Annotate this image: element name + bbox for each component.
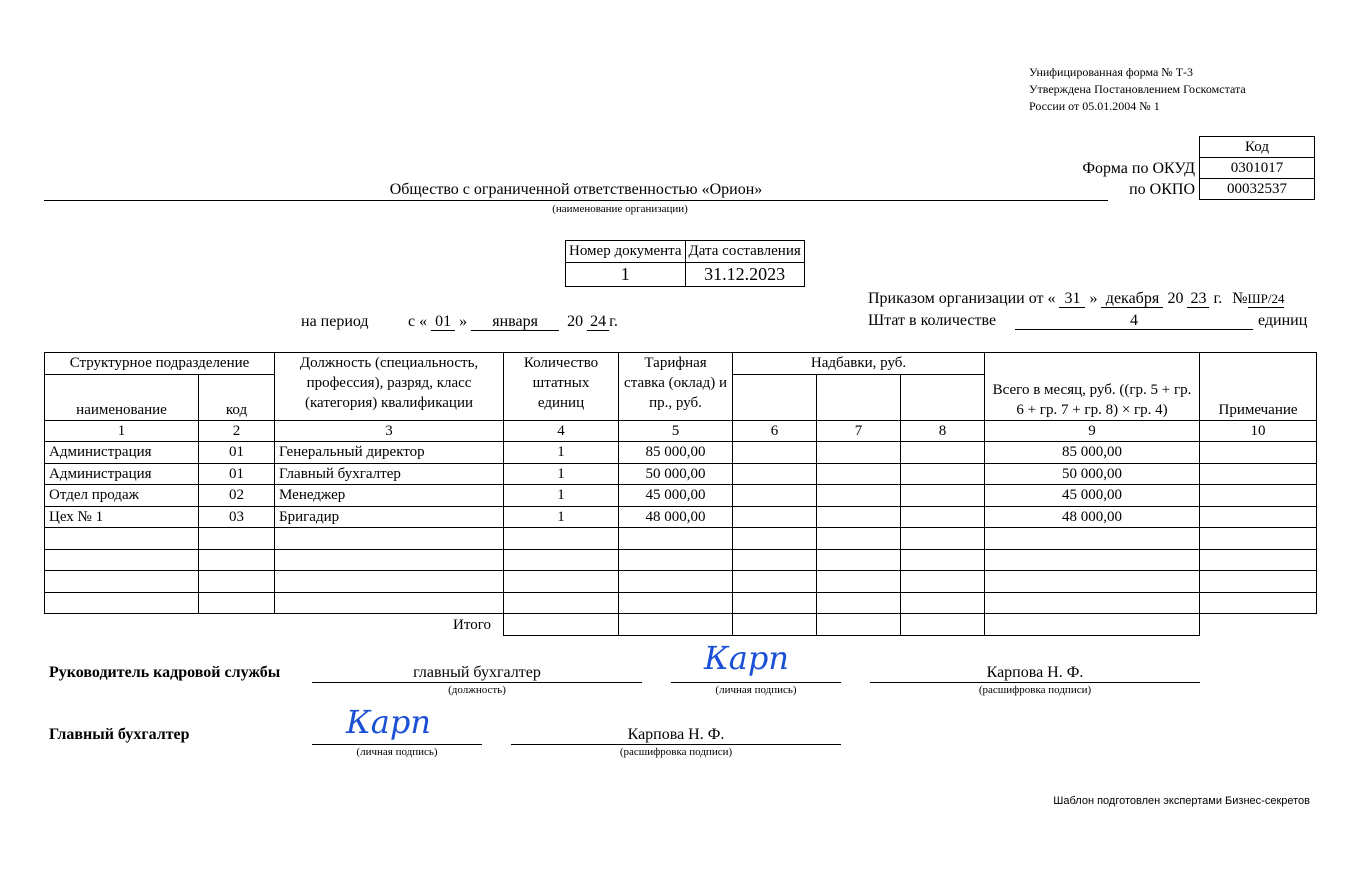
okud-code: 0301017 [1200, 158, 1315, 179]
header-dept-name: наименование [45, 374, 199, 420]
codes-header: Код [1200, 137, 1315, 158]
header-total: Всего в месяц, руб. ((гр. 5 + гр. 6 + гр. 7 + гр. 8) × гр. 4) [985, 353, 1200, 421]
dept-code-cell [199, 571, 275, 593]
staff-label: Штат в количестве [868, 312, 997, 329]
hr-signature-caption: (личная подпись) [715, 684, 797, 696]
chief-signature-caption: (личная подпись) [356, 746, 438, 758]
column-number: 3 [275, 420, 504, 442]
order-number: ШР/24 [1247, 291, 1285, 306]
column-number: 2 [199, 420, 275, 442]
allowance-cell [901, 549, 985, 571]
header-allowances: Надбавки, руб. [733, 353, 985, 375]
period-close-quote: » [459, 313, 468, 330]
order-year-suffix: г. [1213, 290, 1223, 307]
header-dept: Структурное подразделение [45, 353, 275, 375]
allowance-cell [733, 528, 817, 550]
okpo-label: по ОКПО [1129, 181, 1195, 198]
allowance-cell [901, 506, 985, 528]
column-numbers-row [45, 420, 1317, 442]
total-cell [985, 528, 1200, 550]
note-cell [1200, 592, 1317, 614]
doc-number: 1 [566, 263, 686, 287]
table-row [45, 592, 1317, 614]
position-cell: Бригадир [275, 506, 504, 528]
table-row [45, 485, 1317, 507]
total-cell [619, 614, 733, 636]
allowance-cell [733, 571, 817, 593]
chief-name-caption: (расшифровка подписи) [619, 746, 733, 758]
note-cell [1200, 485, 1317, 507]
rate-cell [619, 528, 733, 550]
total-label: Итого [453, 616, 492, 633]
dept-code-cell: 02 [199, 485, 275, 507]
header-rate: Тарифная ставка (оклад) и пр., руб. [619, 353, 733, 421]
allowance-cell [817, 485, 901, 507]
total-cell [985, 592, 1200, 614]
period-day: 01 [431, 314, 455, 331]
total-cell [901, 614, 985, 636]
count-cell: 1 [504, 463, 619, 485]
allowance-cell [901, 485, 985, 507]
rate-cell [619, 549, 733, 571]
dept-name-cell: Цех № 1 [45, 506, 199, 528]
form-header [1029, 64, 1246, 115]
count-cell [504, 571, 619, 593]
staff-count: 4 [1015, 312, 1253, 330]
position-cell [275, 528, 504, 550]
table-row [45, 506, 1317, 528]
hr-label: Руководитель кадровой службы [49, 664, 281, 681]
hr-signature: Карп [704, 639, 789, 677]
order-label: Приказом организации от « [868, 290, 1056, 307]
hr-signature-line [671, 682, 841, 683]
table-body [45, 442, 1317, 614]
allowance-cell [817, 506, 901, 528]
organization-underline [44, 200, 1108, 201]
period-year: 24 [587, 314, 609, 331]
rate-cell [619, 571, 733, 593]
doc-date: 31.12.2023 [685, 263, 804, 287]
note-cell [1200, 442, 1317, 464]
order-num-label: № [1232, 290, 1248, 307]
table-row [45, 442, 1317, 464]
allowance-cell [901, 592, 985, 614]
dept-name-cell [45, 571, 199, 593]
header-note: Примечание [1200, 353, 1317, 421]
header-dept-code: код [199, 374, 275, 420]
column-number: 10 [1200, 420, 1317, 442]
hr-position: главный бухгалтер [312, 664, 642, 683]
hr-position-caption: (должность) [448, 684, 506, 696]
allowance-cell [817, 571, 901, 593]
order-close-quote: » [1089, 290, 1098, 307]
dept-code-cell [199, 592, 275, 614]
hr-name: Карпова Н. Ф. [870, 664, 1200, 683]
total-cell [985, 571, 1200, 593]
allowance-cell [733, 549, 817, 571]
dept-code-cell: 01 [199, 442, 275, 464]
header-allowance-col [733, 374, 817, 420]
allowance-cell [733, 485, 817, 507]
allowance-cell [817, 528, 901, 550]
okud-label: Форма по ОКУД [1082, 160, 1195, 177]
note-cell [1200, 506, 1317, 528]
form-header-line3: России от 05.01.2004 № 1 [1029, 99, 1160, 113]
dept-code-cell [199, 528, 275, 550]
allowance-cell [817, 592, 901, 614]
header-allowance-col [901, 374, 985, 420]
position-cell: Менеджер [275, 485, 504, 507]
count-cell: 1 [504, 442, 619, 464]
total-cell [504, 614, 619, 636]
allowance-cell [817, 442, 901, 464]
total-empty [1200, 614, 1317, 636]
dept-name-cell: Отдел продаж [45, 485, 199, 507]
table-row [45, 463, 1317, 485]
dept-code-cell [199, 549, 275, 571]
order-month: декабря [1101, 291, 1163, 308]
note-cell [1200, 463, 1317, 485]
dept-name-cell: Администрация [45, 463, 199, 485]
period-year-prefix: 20 [567, 313, 584, 330]
header-count: Количество штатных единиц [504, 353, 619, 421]
chief-signature-line [312, 744, 482, 745]
allowance-cell [817, 549, 901, 571]
allowance-cell [733, 592, 817, 614]
total-cell [985, 614, 1200, 636]
doc-number-label: Номер документа [566, 241, 686, 263]
note-cell [1200, 549, 1317, 571]
rate-cell [619, 592, 733, 614]
chief-name: Карпова Н. Ф. [511, 726, 841, 745]
staff-units: единиц [1258, 312, 1308, 329]
count-cell [504, 549, 619, 571]
position-cell [275, 592, 504, 614]
count-cell [504, 528, 619, 550]
form-header-line1: Унифицированная форма № Т-3 [1029, 65, 1194, 79]
allowance-cell [901, 442, 985, 464]
position-cell [275, 571, 504, 593]
dept-name-cell [45, 592, 199, 614]
period-from: с « [408, 313, 428, 330]
position-cell: Главный бухгалтер [275, 463, 504, 485]
staffing-table [44, 352, 1317, 636]
column-number: 6 [733, 420, 817, 442]
total-cell [733, 614, 817, 636]
codes-table [1199, 136, 1315, 200]
total-cell: 50 000,00 [985, 463, 1200, 485]
dept-code-cell: 01 [199, 463, 275, 485]
position-cell: Генеральный директор [275, 442, 504, 464]
allowance-cell [817, 463, 901, 485]
dept-name-cell [45, 549, 199, 571]
count-cell [504, 592, 619, 614]
dept-name-cell: Администрация [45, 442, 199, 464]
footer-note: Шаблон подготовлен экспертами Бизнес-секретов [1053, 795, 1310, 807]
total-cell: 48 000,00 [985, 506, 1200, 528]
column-number: 8 [901, 420, 985, 442]
column-number: 1 [45, 420, 199, 442]
order-year: 23 [1187, 291, 1209, 308]
order-day: 31 [1059, 291, 1085, 308]
allowance-cell [901, 463, 985, 485]
period-line [408, 313, 618, 331]
allowance-cell [733, 506, 817, 528]
count-cell: 1 [504, 485, 619, 507]
rate-cell: 50 000,00 [619, 463, 733, 485]
column-number: 9 [985, 420, 1200, 442]
rate-cell: 85 000,00 [619, 442, 733, 464]
dept-code-cell: 03 [199, 506, 275, 528]
chief-signature: Карп [346, 703, 431, 741]
order-line [868, 290, 1284, 308]
count-cell: 1 [504, 506, 619, 528]
chief-label: Главный бухгалтер [49, 726, 190, 743]
note-cell [1200, 528, 1317, 550]
period-year-suffix: г. [609, 313, 618, 330]
order-year-prefix: 20 [1167, 290, 1184, 307]
allowance-cell [733, 463, 817, 485]
column-number: 7 [817, 420, 901, 442]
allowance-cell [733, 442, 817, 464]
table-row [45, 549, 1317, 571]
hr-name-caption: (расшифровка подписи) [978, 684, 1092, 696]
total-cell: 45 000,00 [985, 485, 1200, 507]
table-row [45, 528, 1317, 550]
document-table [565, 240, 805, 287]
header-position: Должность (специальность, профессия), разряд, класс (категория) квалификации [275, 353, 504, 421]
rate-cell: 45 000,00 [619, 485, 733, 507]
position-cell [275, 549, 504, 571]
organization-caption: (наименование организации) [552, 203, 688, 215]
period-label: на период [301, 313, 369, 330]
total-cell: 85 000,00 [985, 442, 1200, 464]
allowance-cell [901, 528, 985, 550]
rate-cell: 48 000,00 [619, 506, 733, 528]
form-header-line2: Утверждена Постановлением Госкомстата [1029, 82, 1246, 96]
total-cell [985, 549, 1200, 571]
column-number: 5 [619, 420, 733, 442]
column-number: 4 [504, 420, 619, 442]
allowance-cell [901, 571, 985, 593]
table-row [45, 571, 1317, 593]
doc-date-label: Дата составления [685, 241, 804, 263]
okpo-code: 00032537 [1200, 179, 1315, 200]
note-cell [1200, 571, 1317, 593]
dept-name-cell [45, 528, 199, 550]
period-month: января [471, 314, 559, 331]
header-allowance-col [817, 374, 901, 420]
organization-name: Общество с ограниченной ответственностью «Орион» [389, 181, 763, 198]
total-cell [817, 614, 901, 636]
